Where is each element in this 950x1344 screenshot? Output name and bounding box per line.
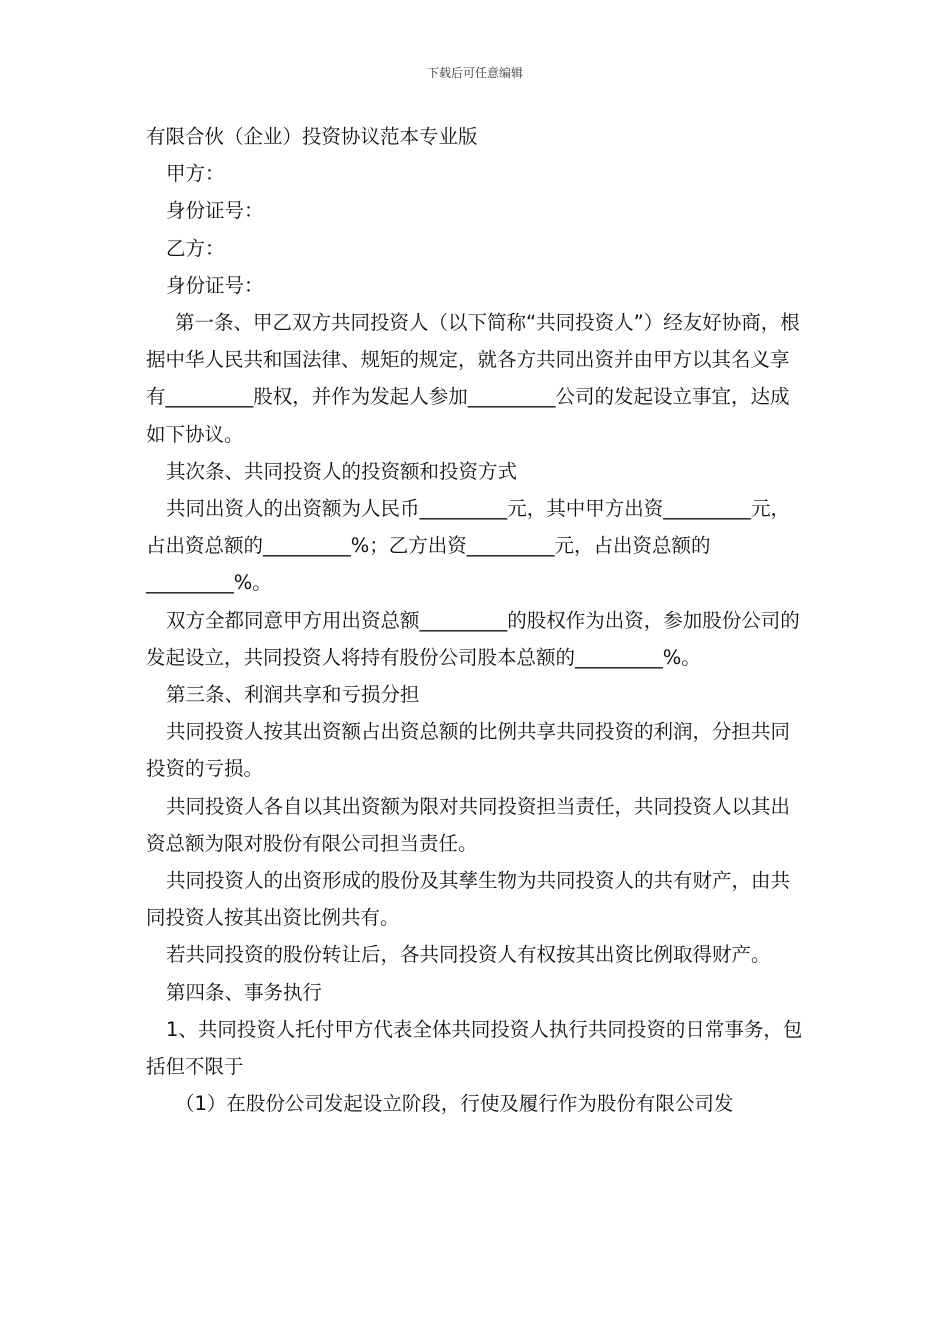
article-2-heading: 其次条、共同投资人的投资额和投资方式 <box>166 459 518 483</box>
party-a-id-line: 身份证号： <box>166 199 264 223</box>
article-2-paragraph-2: 双方全都同意甲方用出资总额_________的股权作为出资，参加股份公司的发起设立，共同投资人将持有股份公司股本总额的_________%。 <box>146 608 800 669</box>
party-b-id-line: 身份证号： <box>166 273 264 297</box>
article-3-paragraph-1: 共同投资人按其出资额占出资总额的比例共享共同投资的利润，分担共同投资的亏损。 <box>146 720 791 781</box>
document-title: 有限合伙（企业）投资协议范本专业版 <box>146 125 478 148</box>
document-body <box>146 118 808 1122</box>
article-1-paragraph: 第一条、甲乙双方共同投资人（以下简称“共同投资人”）经友好协商，根据中华人民共和国法律、规矩的规定，就各方共同出资并由甲方以其名义享有_________股权，并作为发起人参加_________公司的发起设立事宜，达成如下协议。 <box>146 311 800 446</box>
article-3-paragraph-2: 共同投资人各自以其出资额为限对共同投资担当责任，共同投资人以其出资总额为限对股份有限公司担当责任。 <box>146 794 791 855</box>
article-3-paragraph-3: 共同投资人的出资形成的股份及其孳生物为共同投资人的共有财产，由共同投资人按其出资比例共有。 <box>146 869 791 930</box>
article-4-subitem-1: （1）在股份公司发起设立阶段，行使及履行作为股份有限公司发 <box>175 1092 734 1116</box>
article-3-heading: 第三条、利润共享和亏损分担 <box>166 683 420 707</box>
article-4-item-1: 1、共同投资人托付甲方代表全体共同投资人执行共同投资的日常事务，包括但不限于 <box>146 1017 803 1079</box>
party-a-line: 甲方： <box>166 162 225 186</box>
party-b-line: 乙方： <box>166 236 225 260</box>
article-2-paragraph-1: 共同出资人的出资额为人民币_________元，其中甲方出资_________元，占出资总额的_________%；乙方出资_________元，占出资总额的_________%。 <box>146 497 791 595</box>
article-3-paragraph-4: 若共同投资的股份转让后，各共同投资人有权按其出资比例取得财产。 <box>166 943 771 967</box>
page-header: 下载后可任意编辑 <box>426 66 523 80</box>
article-4-heading: 第四条、事务执行 <box>166 980 323 1004</box>
